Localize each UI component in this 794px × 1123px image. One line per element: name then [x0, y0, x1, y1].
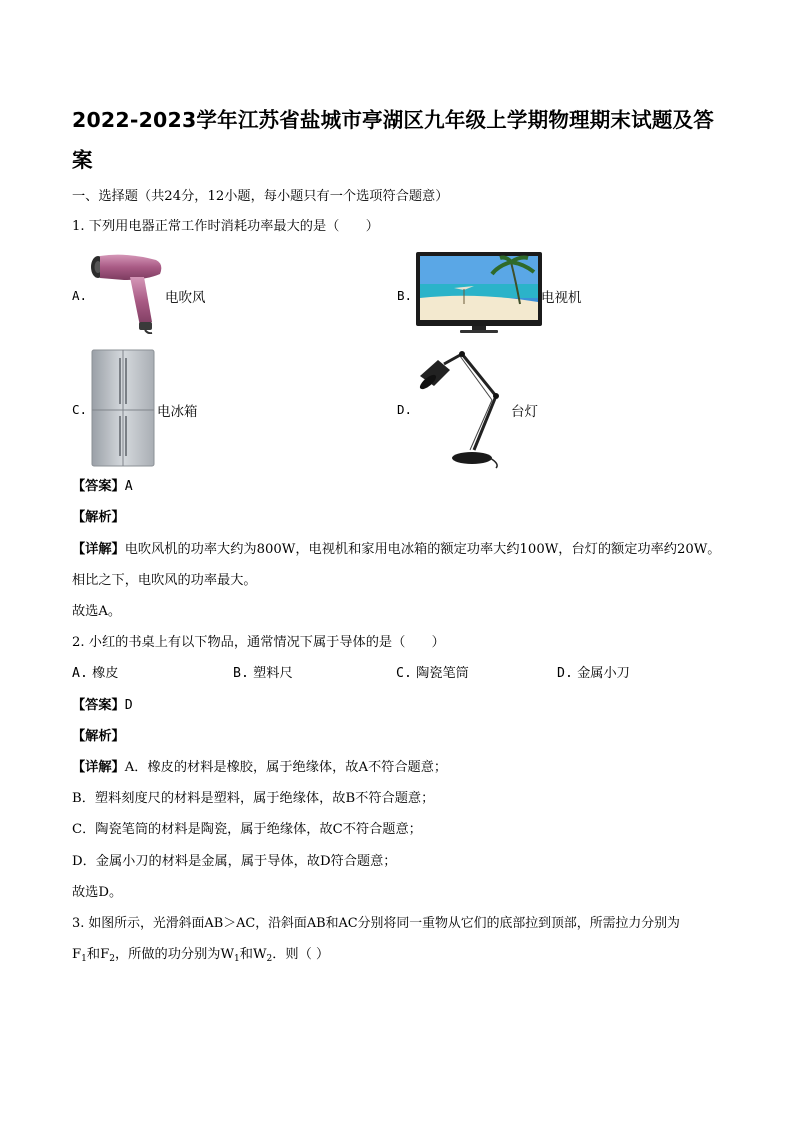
q2-detail-line-1	[72, 759, 447, 777]
q2-stem: 2. 小红的书桌上有以下物品，通常情况下属于导体的是（ ）	[72, 635, 445, 650]
q2-detail-line-4: D．金属小刀的材料是金属，属于导体，故D符合题意；	[72, 854, 397, 869]
q2-option-d	[557, 665, 630, 683]
q2-option-c-label: C.	[396, 666, 412, 681]
q1-detail-line-2: 相比之下，电吹风的功率最大。	[72, 573, 257, 588]
q3-subscript: 2	[266, 954, 273, 964]
q2-option-d-label: D.	[557, 666, 573, 681]
q1-conclusion: 故选A。	[72, 604, 122, 619]
q3-text: ．则（ ）	[272, 947, 330, 962]
section-heading: 一、选择题（共24分，12小题，每小题只有一个选项符合题意）	[72, 189, 449, 204]
television-icon	[416, 252, 542, 334]
q1-option-c-label: C.	[72, 402, 88, 417]
q2-conclusion: 故选D。	[72, 885, 123, 900]
q2-detail-line-2: B．塑料刻度尺的材料是塑料，属于绝缘体，故B不符合题意；	[72, 791, 435, 806]
q1-option-d-name: 台灯	[511, 404, 538, 420]
q2-option-a-text: 橡皮	[92, 666, 119, 681]
q1-option-d-label: D.	[397, 402, 413, 417]
q3-stem-line-2	[72, 946, 329, 968]
q3-text: F	[72, 947, 82, 962]
answer-value: A	[124, 479, 133, 494]
q1-stem: 1. 下列用电器正常工作时消耗功率最大的是（ ）	[72, 219, 379, 234]
q2-answer-row	[72, 697, 133, 715]
q3-text: 和W	[239, 947, 267, 962]
q1-option-b-label: B.	[397, 288, 413, 303]
analysis-tag: 【解析】	[72, 729, 125, 744]
q2-option-b-label: B.	[233, 666, 249, 681]
q3-text: ，所做的功分别为W	[114, 947, 235, 962]
q2-option-a	[72, 665, 118, 683]
detail-text: 电吹风机的功率大约为800W，电视机和家用电冰箱的额定功率大约100W，台灯的额定功率约20W。	[124, 542, 721, 557]
detail-tag: 【详解】	[72, 760, 125, 775]
q2-option-a-label: A.	[72, 666, 88, 681]
q2-option-b-text: 塑料尺	[253, 666, 293, 681]
detail-tag: 【详解】	[72, 542, 125, 557]
q1-option-a-label: A.	[72, 288, 88, 303]
answer-tag: 【答案】	[72, 698, 125, 713]
q1-detail-line-1	[72, 541, 720, 559]
q2-option-c-text: 陶瓷笔筒	[416, 666, 469, 681]
q3-subscript: 2	[109, 954, 115, 964]
detail-text: A．橡皮的材料是橡胶，属于绝缘体，故A不符合题意；	[124, 760, 448, 775]
page-title: 2022-2023学年江苏省盐城市亭湖区九年级上学期物理期末试题及答案	[72, 108, 714, 172]
answer-value: D	[124, 698, 133, 713]
answer-tag: 【答案】	[72, 479, 125, 494]
q1-option-a-name: 电吹风	[165, 290, 206, 306]
analysis-tag: 【解析】	[72, 510, 125, 525]
q3-subscript: 1	[81, 954, 87, 964]
desk-lamp-icon	[416, 346, 512, 470]
q2-option-d-text: 金属小刀	[577, 666, 630, 681]
q1-answer-row	[72, 478, 133, 496]
q2-option-b	[233, 665, 293, 683]
q3-text: 和F	[86, 947, 110, 962]
q1-option-b-name: 电视机	[541, 290, 582, 306]
q2-detail-line-3: C．陶瓷笔筒的材料是陶瓷，属于绝缘体，故C不符合题意；	[72, 822, 422, 837]
q2-option-c	[396, 665, 469, 683]
hair-dryer-icon	[86, 250, 166, 334]
q3-stem-line-1: 3. 如图所示，光滑斜面AB＞AC，沿斜面AB和AC分别将同一重物从它们的底部拉到顶部，所需拉力分别为	[72, 916, 680, 931]
q3-subscript: 1	[234, 954, 240, 964]
q1-option-c-name: 电冰箱	[157, 404, 198, 420]
refrigerator-icon	[88, 348, 158, 468]
